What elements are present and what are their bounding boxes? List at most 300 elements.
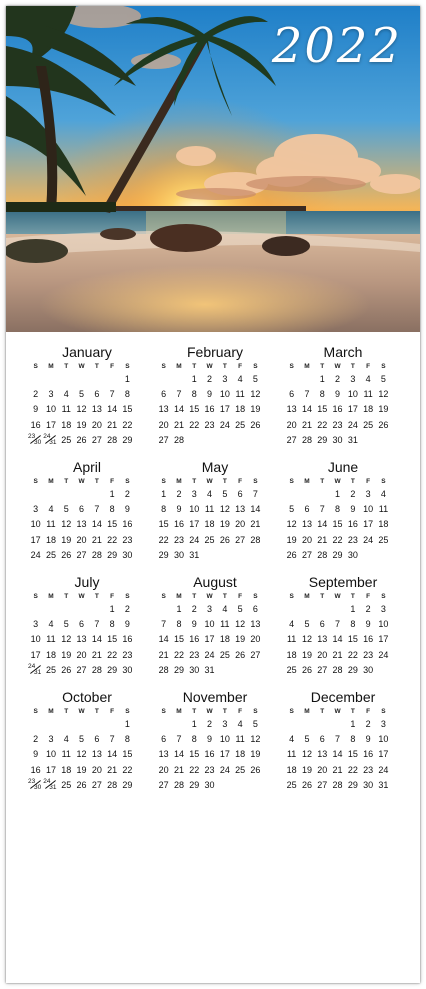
day-cell: 19 <box>378 404 389 415</box>
day-cell: 27 <box>91 779 102 790</box>
day-cell: 23 <box>363 764 374 775</box>
day-cell: 1 <box>109 604 115 614</box>
day-cell: 2 <box>335 374 341 384</box>
weekday-letter: W <box>78 708 85 715</box>
day-cell: 16 <box>189 634 200 645</box>
day-cell: 8 <box>191 734 197 745</box>
day-cell: 21 <box>173 419 184 430</box>
day-cell: 10 <box>378 619 389 630</box>
day-cell: 4 <box>237 374 243 384</box>
day-cell: 2 <box>365 604 371 614</box>
day-cell: 5 <box>79 734 85 745</box>
day-cell: 26 <box>286 549 297 560</box>
day-cell: 2 <box>350 489 356 499</box>
weekday-letter: T <box>64 593 69 600</box>
day-cell: 1 <box>319 374 325 384</box>
day-cell: 14 <box>250 504 261 515</box>
day-cell: 21 <box>317 534 328 545</box>
weekday-letter: M <box>48 363 54 370</box>
day-cell: 13 <box>286 404 297 415</box>
day-cell <box>43 433 58 448</box>
day-cell: 8 <box>176 619 182 630</box>
beach-sunset-photo <box>6 6 420 332</box>
day-cell: 17 <box>204 634 215 645</box>
weekday-letter: S <box>33 478 38 485</box>
weekday-letter: S <box>381 363 386 370</box>
empty-day-cell <box>248 663 263 678</box>
day-cell: 16 <box>204 404 215 415</box>
day-cell: 21 <box>158 649 169 660</box>
day-cell: 16 <box>363 634 374 645</box>
weekday-letter: S <box>289 478 294 485</box>
day-cell <box>28 663 43 678</box>
month-days-grid <box>284 706 402 793</box>
month-name: February <box>186 344 244 360</box>
weekday-letter: T <box>320 593 325 600</box>
weekday-letter: W <box>334 593 341 600</box>
day-cell: 13 <box>91 749 102 760</box>
day-cell: 9 <box>124 504 130 515</box>
weekday-letter: S <box>381 478 386 485</box>
day-cell: 1 <box>191 719 197 729</box>
weekday-letter: W <box>334 363 341 370</box>
day-cell: 20 <box>91 419 102 430</box>
day-cell: 27 <box>76 549 87 560</box>
empty-day-cell <box>59 717 74 732</box>
day-cell: 18 <box>235 404 246 415</box>
weekday-letter: W <box>206 708 213 715</box>
day-cell: 27 <box>76 664 87 675</box>
day-cell: 12 <box>301 749 312 760</box>
empty-day-cell <box>315 487 330 502</box>
weekday-letter: M <box>48 478 54 485</box>
weekday-letter: S <box>289 363 294 370</box>
day-cell: 17 <box>189 519 200 530</box>
day-cell: 1 <box>335 489 341 499</box>
month-april <box>28 459 146 563</box>
weekday-letter: S <box>253 478 258 485</box>
day-cell: 21 <box>91 649 102 660</box>
weekday-letter: T <box>320 478 325 485</box>
empty-day-cell <box>217 778 232 793</box>
day-cell: 8 <box>109 619 115 630</box>
split-day-lower: 30 <box>34 438 42 446</box>
day-cell: 26 <box>76 779 87 790</box>
month-name: May <box>201 459 229 475</box>
day-cell: 22 <box>122 419 133 430</box>
day-cell: 16 <box>122 634 133 645</box>
day-cell: 20 <box>286 419 297 430</box>
day-cell: 3 <box>380 719 386 729</box>
day-cell: 2 <box>191 604 197 614</box>
day-cell: 7 <box>252 489 258 499</box>
day-cell: 30 <box>363 779 374 790</box>
day-cell: 24 <box>219 419 230 430</box>
day-cell: 15 <box>107 634 118 645</box>
day-cell: 17 <box>347 404 358 415</box>
day-cell: 30 <box>204 779 215 790</box>
day-cell: 3 <box>380 604 386 614</box>
day-cell: 28 <box>91 664 102 675</box>
day-cell: 27 <box>317 664 328 675</box>
day-cell: 25 <box>286 779 297 790</box>
day-cell: 1 <box>350 604 356 614</box>
weekday-letter: T <box>222 593 227 600</box>
day-cell: 20 <box>76 534 87 545</box>
day-cell: 25 <box>378 534 389 545</box>
weekday-letter: S <box>253 708 258 715</box>
day-cell: 3 <box>48 389 54 400</box>
empty-day-cell <box>74 487 89 502</box>
day-cell: 19 <box>76 419 87 430</box>
empty-day-cell <box>284 717 299 732</box>
day-cell: 30 <box>363 664 374 675</box>
empty-day-cell <box>299 717 314 732</box>
day-cell: 2 <box>33 389 39 400</box>
day-cell: 16 <box>347 519 358 530</box>
day-cell: 7 <box>304 389 310 400</box>
day-cell: 13 <box>301 519 312 530</box>
weekday-letter: T <box>192 708 197 715</box>
day-cell: 14 <box>173 404 184 415</box>
day-cell: 2 <box>124 489 130 499</box>
day-cell: 22 <box>332 534 343 545</box>
weekday-letter: F <box>238 478 243 485</box>
split-day-lower: 31 <box>34 668 42 676</box>
empty-day-cell <box>376 663 391 678</box>
day-cell: 1 <box>124 719 130 729</box>
day-cell: 18 <box>235 749 246 760</box>
day-cell: 13 <box>158 404 169 415</box>
day-cell: 16 <box>173 519 184 530</box>
month-october <box>28 689 146 793</box>
day-cell: 17 <box>30 649 41 660</box>
day-cell: 18 <box>45 534 56 545</box>
day-cell: 5 <box>304 619 310 630</box>
day-cell: 27 <box>250 649 261 660</box>
weekday-letter: W <box>206 478 213 485</box>
day-cell: 18 <box>363 404 374 415</box>
weekday-letter: T <box>94 478 99 485</box>
weekday-letter: M <box>304 478 310 485</box>
day-cell: 16 <box>122 519 133 530</box>
day-cell: 29 <box>122 779 133 790</box>
weekday-letter: F <box>110 593 115 600</box>
month-days-grid <box>156 706 274 793</box>
weekday-letter: F <box>238 593 243 600</box>
weekday-letter: T <box>94 363 99 370</box>
day-cell: 19 <box>235 634 246 645</box>
weekday-letter: F <box>366 708 371 715</box>
day-cell: 30 <box>347 549 358 560</box>
weekday-letter: W <box>206 593 213 600</box>
day-cell: 23 <box>332 419 343 430</box>
day-cell: 11 <box>61 749 71 760</box>
day-cell: 5 <box>304 734 310 745</box>
day-cell: 25 <box>61 779 72 790</box>
month-days-grid <box>28 476 146 563</box>
day-cell: 4 <box>48 504 54 515</box>
weekday-letter: F <box>110 363 115 370</box>
day-cell: 16 <box>332 404 343 415</box>
day-cell: 24 <box>219 764 230 775</box>
empty-day-cell <box>330 602 345 617</box>
day-cell: 5 <box>252 374 258 384</box>
day-cell: 3 <box>222 719 228 729</box>
weekday-letter: T <box>350 593 355 600</box>
day-cell: 15 <box>158 519 169 530</box>
weekday-letter: F <box>366 593 371 600</box>
weekday-letter: T <box>350 478 355 485</box>
weekday-letter: T <box>350 708 355 715</box>
day-cell: 7 <box>94 504 100 515</box>
weekday-letter: M <box>176 708 182 715</box>
weekday-letter: F <box>110 708 115 715</box>
day-cell: 27 <box>158 434 169 445</box>
day-cell: 9 <box>350 504 356 515</box>
day-cell: 5 <box>289 504 295 515</box>
month-november <box>156 689 274 793</box>
split-day-upper: 23 <box>28 432 36 440</box>
day-cell: 29 <box>158 549 169 560</box>
day-cell: 27 <box>158 779 169 790</box>
day-cell: 14 <box>91 634 102 645</box>
day-cell: 30 <box>332 434 343 445</box>
weekday-letter: T <box>222 708 227 715</box>
day-cell: 19 <box>76 764 87 775</box>
weekday-letter: F <box>366 363 371 370</box>
day-cell: 5 <box>79 389 85 400</box>
day-cell: 14 <box>332 634 343 645</box>
day-cell: 12 <box>378 389 389 400</box>
month-march <box>284 344 402 448</box>
day-cell: 28 <box>301 434 312 445</box>
day-cell: 31 <box>378 779 389 790</box>
day-cell: 21 <box>332 649 343 660</box>
day-cell: 19 <box>301 764 312 775</box>
day-cell: 4 <box>365 374 371 384</box>
day-cell: 9 <box>335 389 341 400</box>
day-cell: 14 <box>317 519 328 530</box>
day-cell: 18 <box>286 764 297 775</box>
day-cell: 12 <box>250 734 261 745</box>
empty-day-cell <box>248 548 263 563</box>
day-cell: 7 <box>176 734 182 745</box>
empty-day-cell <box>284 487 299 502</box>
empty-day-cell <box>232 433 247 448</box>
day-cell: 4 <box>237 719 243 729</box>
day-cell: 8 <box>109 504 115 515</box>
day-cell: 12 <box>250 389 261 400</box>
weekday-letter: T <box>320 363 325 370</box>
day-cell: 4 <box>48 619 54 630</box>
day-cell: 14 <box>173 749 184 760</box>
day-cell: 15 <box>189 404 200 415</box>
day-cell: 9 <box>365 619 371 630</box>
day-cell: 27 <box>235 534 246 545</box>
empty-day-cell <box>59 372 74 387</box>
month-days-grid <box>28 361 146 448</box>
day-cell: 9 <box>207 389 213 400</box>
month-name: July <box>74 574 100 590</box>
day-cell: 13 <box>76 519 87 530</box>
day-cell: 4 <box>380 489 386 499</box>
empty-day-cell <box>299 372 314 387</box>
day-cell: 3 <box>191 489 197 499</box>
weekday-letter: S <box>289 708 294 715</box>
empty-day-cell <box>59 487 74 502</box>
weekday-letter: F <box>366 478 371 485</box>
day-cell: 31 <box>189 549 200 560</box>
day-cell: 2 <box>207 719 213 729</box>
day-cell: 11 <box>220 619 230 630</box>
day-cell: 22 <box>347 649 358 660</box>
day-cell: 27 <box>286 434 297 445</box>
weekday-letter: S <box>125 708 130 715</box>
day-cell: 12 <box>235 619 246 630</box>
day-cell: 12 <box>61 519 72 530</box>
day-cell: 21 <box>173 764 184 775</box>
day-cell: 10 <box>45 749 56 760</box>
day-cell: 1 <box>161 489 167 499</box>
day-cell: 16 <box>30 764 41 775</box>
empty-day-cell <box>28 372 43 387</box>
day-cell: 2 <box>207 374 213 384</box>
day-cell: 4 <box>63 389 69 400</box>
day-cell: 20 <box>301 534 312 545</box>
day-cell: 22 <box>189 764 200 775</box>
day-cell: 22 <box>189 419 200 430</box>
weekday-letter: W <box>206 363 213 370</box>
empty-day-cell <box>89 717 104 732</box>
day-cell: 26 <box>301 779 312 790</box>
weekday-letter: M <box>304 363 310 370</box>
weekday-letter: S <box>253 593 258 600</box>
weekday-letter: F <box>110 478 115 485</box>
day-cell: 1 <box>350 719 356 729</box>
day-cell: 5 <box>222 489 228 499</box>
month-name: June <box>327 459 359 475</box>
day-cell: 10 <box>347 389 358 400</box>
day-cell: 6 <box>252 604 258 614</box>
month-january <box>28 344 146 448</box>
day-cell: 20 <box>317 764 328 775</box>
day-cell: 23 <box>122 649 133 660</box>
day-cell: 5 <box>252 719 258 729</box>
month-may <box>156 459 274 563</box>
day-cell: 8 <box>191 389 197 400</box>
month-august <box>156 574 274 678</box>
empty-day-cell <box>104 372 119 387</box>
weekday-letter: T <box>320 708 325 715</box>
weekday-letter: S <box>33 363 38 370</box>
day-cell: 4 <box>63 734 69 745</box>
weekday-letter: S <box>381 708 386 715</box>
day-cell: 24 <box>189 534 200 545</box>
day-cell: 28 <box>91 549 102 560</box>
day-cell: 23 <box>363 649 374 660</box>
day-cell: 7 <box>161 619 167 630</box>
weekday-letter: T <box>350 363 355 370</box>
day-cell: 6 <box>161 734 167 745</box>
weekday-letter: S <box>161 593 166 600</box>
day-cell: 6 <box>161 389 167 400</box>
day-cell: 29 <box>347 779 358 790</box>
month-name: October <box>62 689 112 705</box>
day-cell: 18 <box>61 419 72 430</box>
weekday-letter: W <box>78 593 85 600</box>
day-cell: 14 <box>107 404 118 415</box>
day-cell: 19 <box>301 649 312 660</box>
day-cell: 12 <box>286 519 297 530</box>
day-cell: 3 <box>33 504 39 515</box>
day-cell: 15 <box>122 749 133 760</box>
day-cell: 29 <box>317 434 328 445</box>
day-cell: 28 <box>107 434 118 445</box>
empty-day-cell <box>171 372 186 387</box>
split-day-upper: 24 <box>28 662 36 670</box>
weekday-letter: W <box>78 363 85 370</box>
empty-day-cell <box>315 717 330 732</box>
empty-day-cell <box>284 372 299 387</box>
day-cell: 6 <box>304 504 310 515</box>
day-cell: 25 <box>235 419 246 430</box>
empty-day-cell <box>28 487 43 502</box>
month-name: January <box>62 344 112 360</box>
weekday-letter: M <box>176 593 182 600</box>
empty-day-cell <box>376 548 391 563</box>
day-cell: 20 <box>250 634 261 645</box>
day-cell: 4 <box>207 489 213 499</box>
day-cell: 10 <box>219 734 230 745</box>
day-cell: 26 <box>235 649 246 660</box>
day-cell: 15 <box>173 634 184 645</box>
empty-day-cell <box>156 717 171 732</box>
day-cell: 23 <box>122 534 133 545</box>
day-cell: 25 <box>235 764 246 775</box>
day-cell: 26 <box>250 764 261 775</box>
weekday-letter: T <box>192 593 197 600</box>
split-day-upper: 23 <box>28 777 36 785</box>
day-cell: 22 <box>158 534 169 545</box>
calendar-card <box>6 6 420 983</box>
day-cell: 7 <box>319 504 325 515</box>
empty-day-cell <box>74 717 89 732</box>
day-cell: 25 <box>61 434 72 445</box>
day-cell: 11 <box>286 749 297 760</box>
day-cell: 23 <box>189 649 200 660</box>
day-cell: 12 <box>219 504 230 515</box>
day-cell: 28 <box>158 664 169 675</box>
day-cell: 2 <box>33 734 39 745</box>
empty-day-cell <box>187 433 202 448</box>
day-cell: 13 <box>235 504 246 515</box>
day-cell: 26 <box>301 664 312 675</box>
day-cell: 25 <box>204 534 215 545</box>
day-cell: 30 <box>189 664 200 675</box>
day-cell: 3 <box>207 604 213 614</box>
empty-day-cell <box>248 778 263 793</box>
day-cell: 13 <box>76 634 87 645</box>
day-cell: 10 <box>204 619 215 630</box>
weekday-letter: S <box>125 363 130 370</box>
day-cell: 6 <box>319 619 325 630</box>
day-cell: 30 <box>122 549 133 560</box>
day-cell: 10 <box>189 504 200 515</box>
day-cell: 17 <box>45 764 56 775</box>
month-days-grid <box>284 361 402 448</box>
empty-day-cell <box>248 433 263 448</box>
